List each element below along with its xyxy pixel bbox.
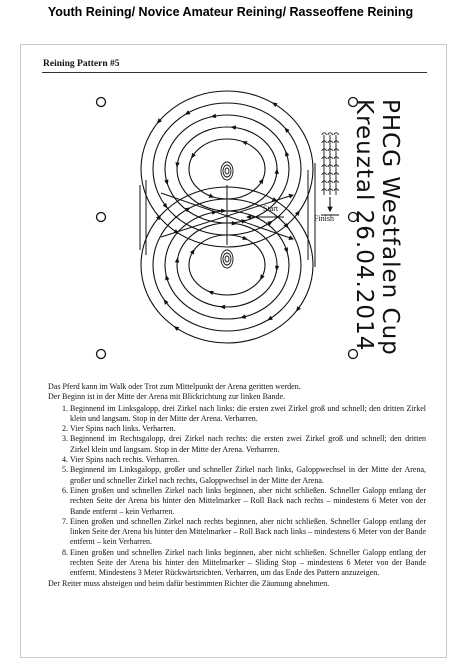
direction-arrow — [242, 236, 248, 240]
handwritten-note-line2: Kreuztal 26.04.2014 — [351, 99, 377, 352]
closing-line: Der Reiter muss absteigen und beim dafür bestimmten Richter die Zäumung abnehmen. — [48, 578, 330, 588]
direction-arrow — [164, 179, 168, 185]
direction-arrow — [191, 153, 196, 159]
pattern-sheet — [20, 44, 447, 658]
step-item: 4. Vier Spins nach rechts. Verharren. — [70, 455, 426, 465]
direction-arrow — [284, 247, 288, 253]
intro-line: Der Beginn ist in der Mitte der Arena mit Blickrichtung zur linken Bande. — [48, 392, 286, 402]
step-item: 8. Einen großen und schnellen Zirkel nach links beginnen, aber nicht schließen. Schneller Galopp entlang der rechten Seite der Arena bis hinter den Mittelmarker – Sliding Stop – mindestens 6 Meter von der Bande entfernt. Mindestens 3 Meter Rückwärtsrichten. Verharren, um das Ende des Pattern anzuzeigen. — [70, 548, 426, 579]
page-title: Youth Reining/ Novice Amateur Reining/ Rasseoffene Reining — [47, 5, 414, 19]
step-item: 7. Einen großen und schnellen Zirkel nach rechts beginnen, aber nicht schließen. Schneller Galopp entlang der linken Seite der Arena bis hinter den Mittelmarker – Roll Back nach links – mindestens 6 Meter von der Bande entfernt – kein Verharren. — [70, 517, 426, 548]
direction-arrow — [267, 316, 273, 321]
start-label: Start — [263, 204, 279, 213]
crossing-lines — [161, 185, 293, 245]
marker-circle — [97, 213, 106, 222]
rollback-stack — [322, 133, 338, 195]
step-item: 3. Beginnend im Rechtsgalopp, drei Zirkel nach rechts: die ersten zwei Zirkel groß und schnell; den dritten Zirkel klein und langsam. Stop in der Mitte der Arena. Verharren. — [70, 434, 426, 455]
direction-arrow — [165, 275, 169, 281]
direction-arrow — [209, 194, 215, 198]
handwritten-note-line1: PHCG Westfalen Cup — [377, 99, 403, 356]
step-item: 2. Vier Spins nach links. Verharren. — [70, 424, 426, 434]
finish-label: Finish — [314, 214, 335, 223]
direction-arrow — [242, 141, 248, 145]
spin-coil-top — [221, 162, 233, 180]
direction-arrow — [208, 291, 214, 295]
step-item: 5. Beginnend im Linksgalopp, großer und schneller Zirkel nach links, Galoppwechsel in der Mitte der Arena, großer und schneller Zirkel nach rechts, Galoppwechsel in der Mitte der Arena. — [70, 465, 426, 486]
finish-arrow — [321, 197, 339, 215]
direction-arrow — [260, 274, 265, 280]
direction-arrow — [272, 102, 278, 107]
direction-arrow — [185, 110, 191, 115]
intro-line: Das Pferd kann im Walk oder Trot zum Mittelpunkt der Arena geritten werden. — [48, 382, 301, 391]
direction-arrow — [220, 305, 226, 309]
step-list — [48, 404, 426, 579]
direction-arrow — [190, 249, 195, 255]
marker-circle — [97, 350, 106, 359]
pattern-description — [48, 382, 426, 589]
step-item: 1. Beginnend im Linksgalopp, drei Zirkel nach links: die ersten zwei Zirkel groß und schnell; den dritten Zirkel klein und langsam. Stop in der Mitte der Arena. Verharren. — [70, 404, 426, 425]
direction-arrow — [174, 326, 180, 331]
direction-arrow — [175, 257, 179, 263]
direction-arrow — [259, 178, 264, 184]
spin-coil-bottom — [221, 250, 233, 268]
pattern-title: Reining Pattern #5 — [43, 59, 120, 69]
direction-arrow — [211, 114, 217, 118]
marker-circle — [97, 98, 106, 107]
step-item: 6. Einen großen und schnellen Zirkel nach links beginnen, aber nicht schließen. Schneller Galopp entlang der rechten Seite der Arena bis hinter den Mittelmarker – Roll Back nach rechts – mindestens 6 Meter von der Bande entfernt – kein Verharren. — [70, 486, 426, 517]
direction-arrow — [285, 151, 289, 157]
